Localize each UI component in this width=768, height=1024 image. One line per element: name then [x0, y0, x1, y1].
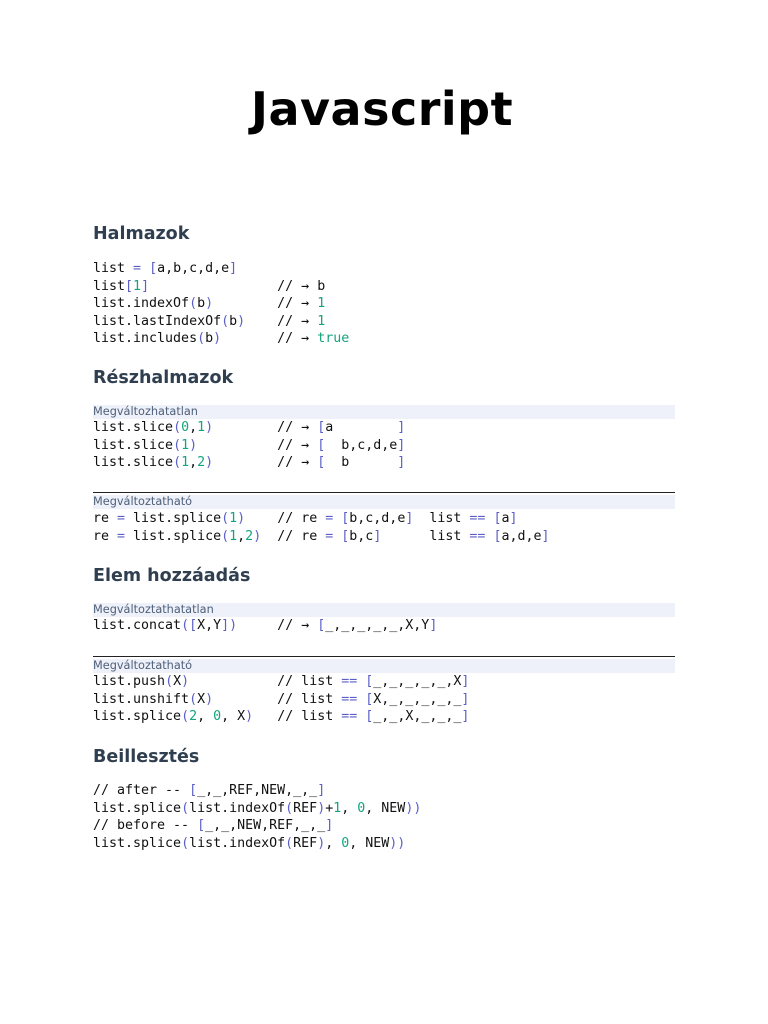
- code-block-insert: [93, 782, 421, 852]
- code-line: re = list.splice(1,2) // re = [b,c] list == [a,d,e]: [93, 528, 550, 544]
- code-line: list.unshift(X) // list == [X,_,_,_,_,_]: [93, 691, 470, 707]
- code-line: list.push(X) // list == [_,_,_,_,_,X]: [93, 674, 470, 689]
- code-block-slice: [93, 419, 405, 472]
- divider: [93, 492, 675, 493]
- subsection-label-immutable: Megváltoztathatatlan: [93, 603, 675, 617]
- code-line: list.splice(2, 0, X) // list == [_,_,X,_,_,_]: [93, 709, 470, 725]
- page-title: Javascript: [250, 82, 514, 136]
- code-line: list.slice(1,2) // → [ b ]: [93, 455, 406, 471]
- code-line: list.splice(list.indexOf(REF)+1, 0, NEW)): [93, 800, 422, 816]
- code-line: // after -- [_,_,REF,NEW,_,_]: [93, 783, 326, 798]
- code-line: list.indexOf(b) // → 1: [93, 296, 326, 312]
- code-line: list[1] // → b: [93, 278, 326, 294]
- subsection-label-mutable: Megváltoztatható: [93, 659, 675, 673]
- code-line: re = list.splice(1) // re = [b,c,d,e] list == [a]: [93, 511, 518, 526]
- code-line: list.concat([X,Y]) // → [_,_,_,_,_,X,Y]: [93, 618, 438, 633]
- section-heading-halmazok: Halmazok: [93, 224, 190, 244]
- code-block-halmazok: [93, 260, 349, 348]
- code-block-concat: [93, 617, 437, 635]
- code-line: list.splice(list.indexOf(REF), 0, NEW)): [93, 835, 406, 851]
- code-line: list.includes(b) // → true: [93, 331, 350, 347]
- code-line: list = [a,b,c,d,e]: [93, 261, 238, 276]
- code-block-push: [93, 673, 469, 726]
- section-heading-beillesztes: Beillesztés: [93, 747, 200, 767]
- divider: [93, 656, 675, 657]
- code-line: list.slice(0,1) // → [a ]: [93, 420, 406, 435]
- code-line: // before -- [_,_,NEW,REF,_,_]: [93, 818, 334, 834]
- subsection-label-immutable: Megváltozhatatlan: [93, 405, 675, 419]
- code-line: list.lastIndexOf(b) // → 1: [93, 313, 326, 329]
- section-heading-reszhalmazok: Részhalmazok: [93, 368, 234, 388]
- code-line: list.slice(1) // → [ b,c,d,e]: [93, 437, 406, 453]
- code-block-splice: [93, 510, 550, 545]
- subsection-label-mutable: Megváltoztatható: [93, 495, 675, 509]
- section-heading-elem-hozzaadas: Elem hozzáadás: [93, 566, 251, 586]
